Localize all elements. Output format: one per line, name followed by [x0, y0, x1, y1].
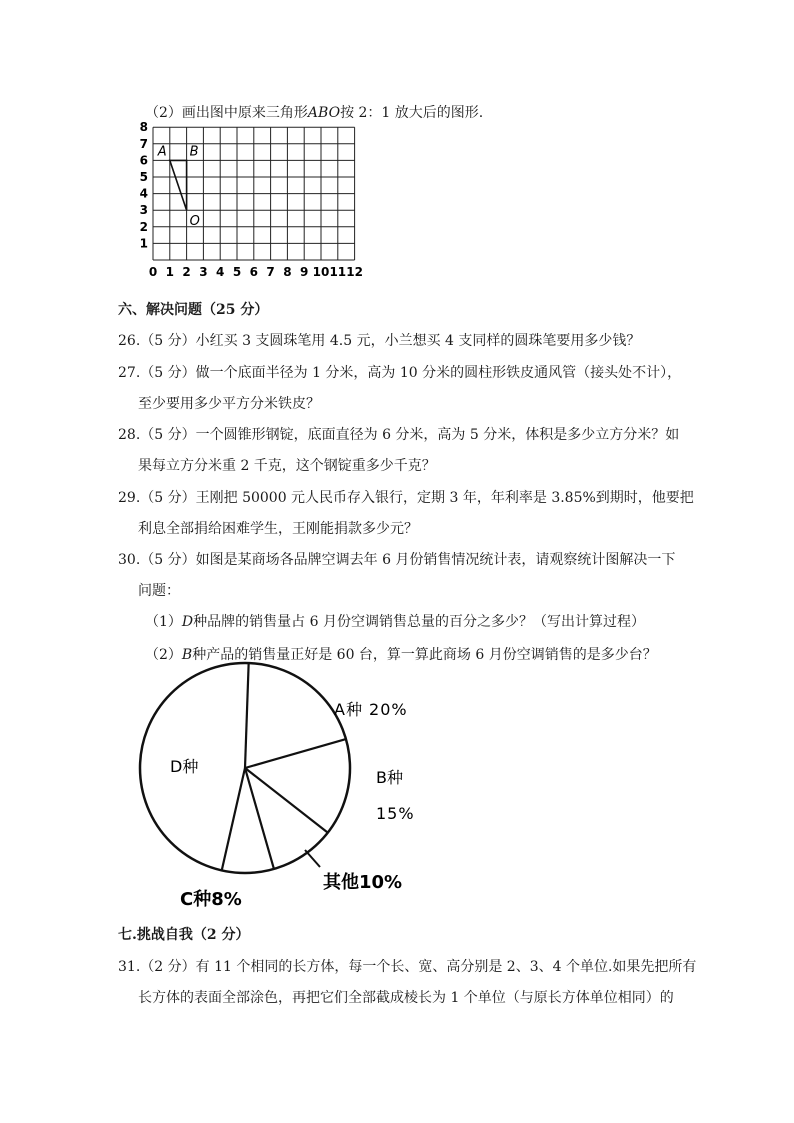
x-tick-label: 1: [165, 265, 174, 279]
y-tick-label: 4: [139, 186, 148, 201]
grid-lines: [153, 127, 355, 260]
sub1-text: 种品牌的销售量占 6 月份空调销售总量的百分之多少？（写出计算过程）: [193, 614, 645, 630]
x-tick-label: 4: [216, 265, 225, 279]
problem-30: 30.（5 分）如图是某商场各品牌空调去年 6 月份销售情况统计表，请观察统计图解决一下: [118, 552, 676, 568]
section-7-title: 七.挑战自我（2 分）: [118, 927, 250, 943]
problem-30-sub1: [145, 612, 645, 632]
y-tick-label: 6: [139, 153, 148, 168]
problem-29-cont: 利息全部捐给困难学生，王刚能捐款多少元？: [138, 521, 418, 537]
divider-a-b: [245, 739, 346, 768]
y-tick-label: 2: [139, 219, 148, 234]
triangle-name: ABO: [307, 105, 341, 121]
section-6-title: 六、解决问题（25 分）: [118, 302, 269, 318]
sub2-prefix: （2）: [145, 647, 182, 663]
problem-31: 31.（2 分）有 11 个相同的长方体，每一个长、宽、高分别是 2、3、4 个单位.如果先把所有: [118, 959, 697, 975]
label-b-value: 15%: [376, 804, 415, 823]
problem-30-cont: 问题：: [138, 583, 180, 599]
x-tick-label: 7: [266, 265, 275, 279]
point-label-a: A: [157, 144, 167, 160]
x-tick-label: 0: [148, 265, 158, 279]
problem-30-sub2: [145, 645, 657, 665]
x-tick-label: 10: [312, 265, 330, 279]
y-tick-label: 1: [139, 236, 148, 251]
label-other-leader: [305, 850, 320, 867]
sub1-prefix: （1）: [145, 614, 182, 630]
label-c: C种8%: [180, 889, 242, 910]
sub2-brand: B: [181, 647, 193, 663]
y-tick-label: 8: [139, 120, 148, 135]
x-tick-label: 3: [199, 265, 208, 279]
x-tick-label: 5: [232, 265, 242, 279]
label-b-name: B种: [376, 768, 403, 787]
problem-27: 27.（5 分）做一个底面半径为 1 分米，高为 10 分米的圆柱形铁皮通风管（接头处不计），: [118, 365, 682, 381]
problem-27-cont: 至少要用多少平方分米铁皮？: [138, 396, 320, 412]
divider-c-d: [222, 768, 245, 870]
y-tick-label: 7: [139, 136, 148, 151]
problem-31-cont: 长方体的表面全部涂色，再把它们全部截成棱长为 1 个单位（与原长方体单位相同）的: [138, 990, 674, 1006]
divider-d-a: [245, 663, 249, 768]
triangle-abo: [157, 144, 200, 229]
label-d: D种: [170, 757, 199, 776]
divider-other-c: [245, 768, 274, 869]
x-tick-label: 12: [346, 265, 363, 279]
coordinate-grid: [135, 120, 375, 293]
x-tick-label: 6: [249, 265, 258, 279]
pie-chart: [130, 670, 450, 910]
sub1-brand: D: [181, 614, 194, 630]
x-tick-label: 2: [182, 265, 191, 279]
triangle-shape: [170, 160, 187, 210]
point-label-o: O: [189, 214, 200, 230]
pie-dividers: [222, 663, 346, 870]
x-tick-label: 9: [300, 265, 309, 279]
problem-28-cont: 果每立方分米重 2 千克，这个钢锭重多少千克？: [138, 458, 436, 474]
subq2-suffix: 按 2：1 放大后的图形.: [340, 105, 484, 121]
problem-28: 28.（5 分）一个圆锥形钢锭，底面直径为 6 分米，高为 5 分米，体积是多少立方分米？如: [118, 427, 680, 443]
sub2-text: 种产品的销售量正好是 60 台，算一算此商场 6 月份空调销售的是多少台？: [192, 647, 657, 663]
label-other: 其他10%: [323, 872, 403, 893]
point-label-b: B: [189, 144, 199, 160]
x-tick-label: 8: [283, 265, 292, 279]
y-tick-label: 3: [139, 203, 148, 218]
problem-29: 29.（5 分）王刚把 50000 元人民币存入银行，定期 3 年，年利率是 3.85%到期时，他要把: [118, 490, 694, 506]
x-tick-label: 11: [329, 265, 347, 279]
y-tick-label: 5: [139, 170, 148, 184]
subq2-prefix: （2）画出图中原来三角形: [145, 105, 308, 121]
subquestion-2: [145, 103, 483, 123]
label-a: A种 20%: [334, 700, 408, 719]
divider-b-other: [245, 768, 328, 833]
problem-26: 26.（5 分）小红买 3 支圆珠笔用 4.5 元，小兰想买 4 支同样的圆珠笔要用多少钱？: [118, 333, 641, 349]
